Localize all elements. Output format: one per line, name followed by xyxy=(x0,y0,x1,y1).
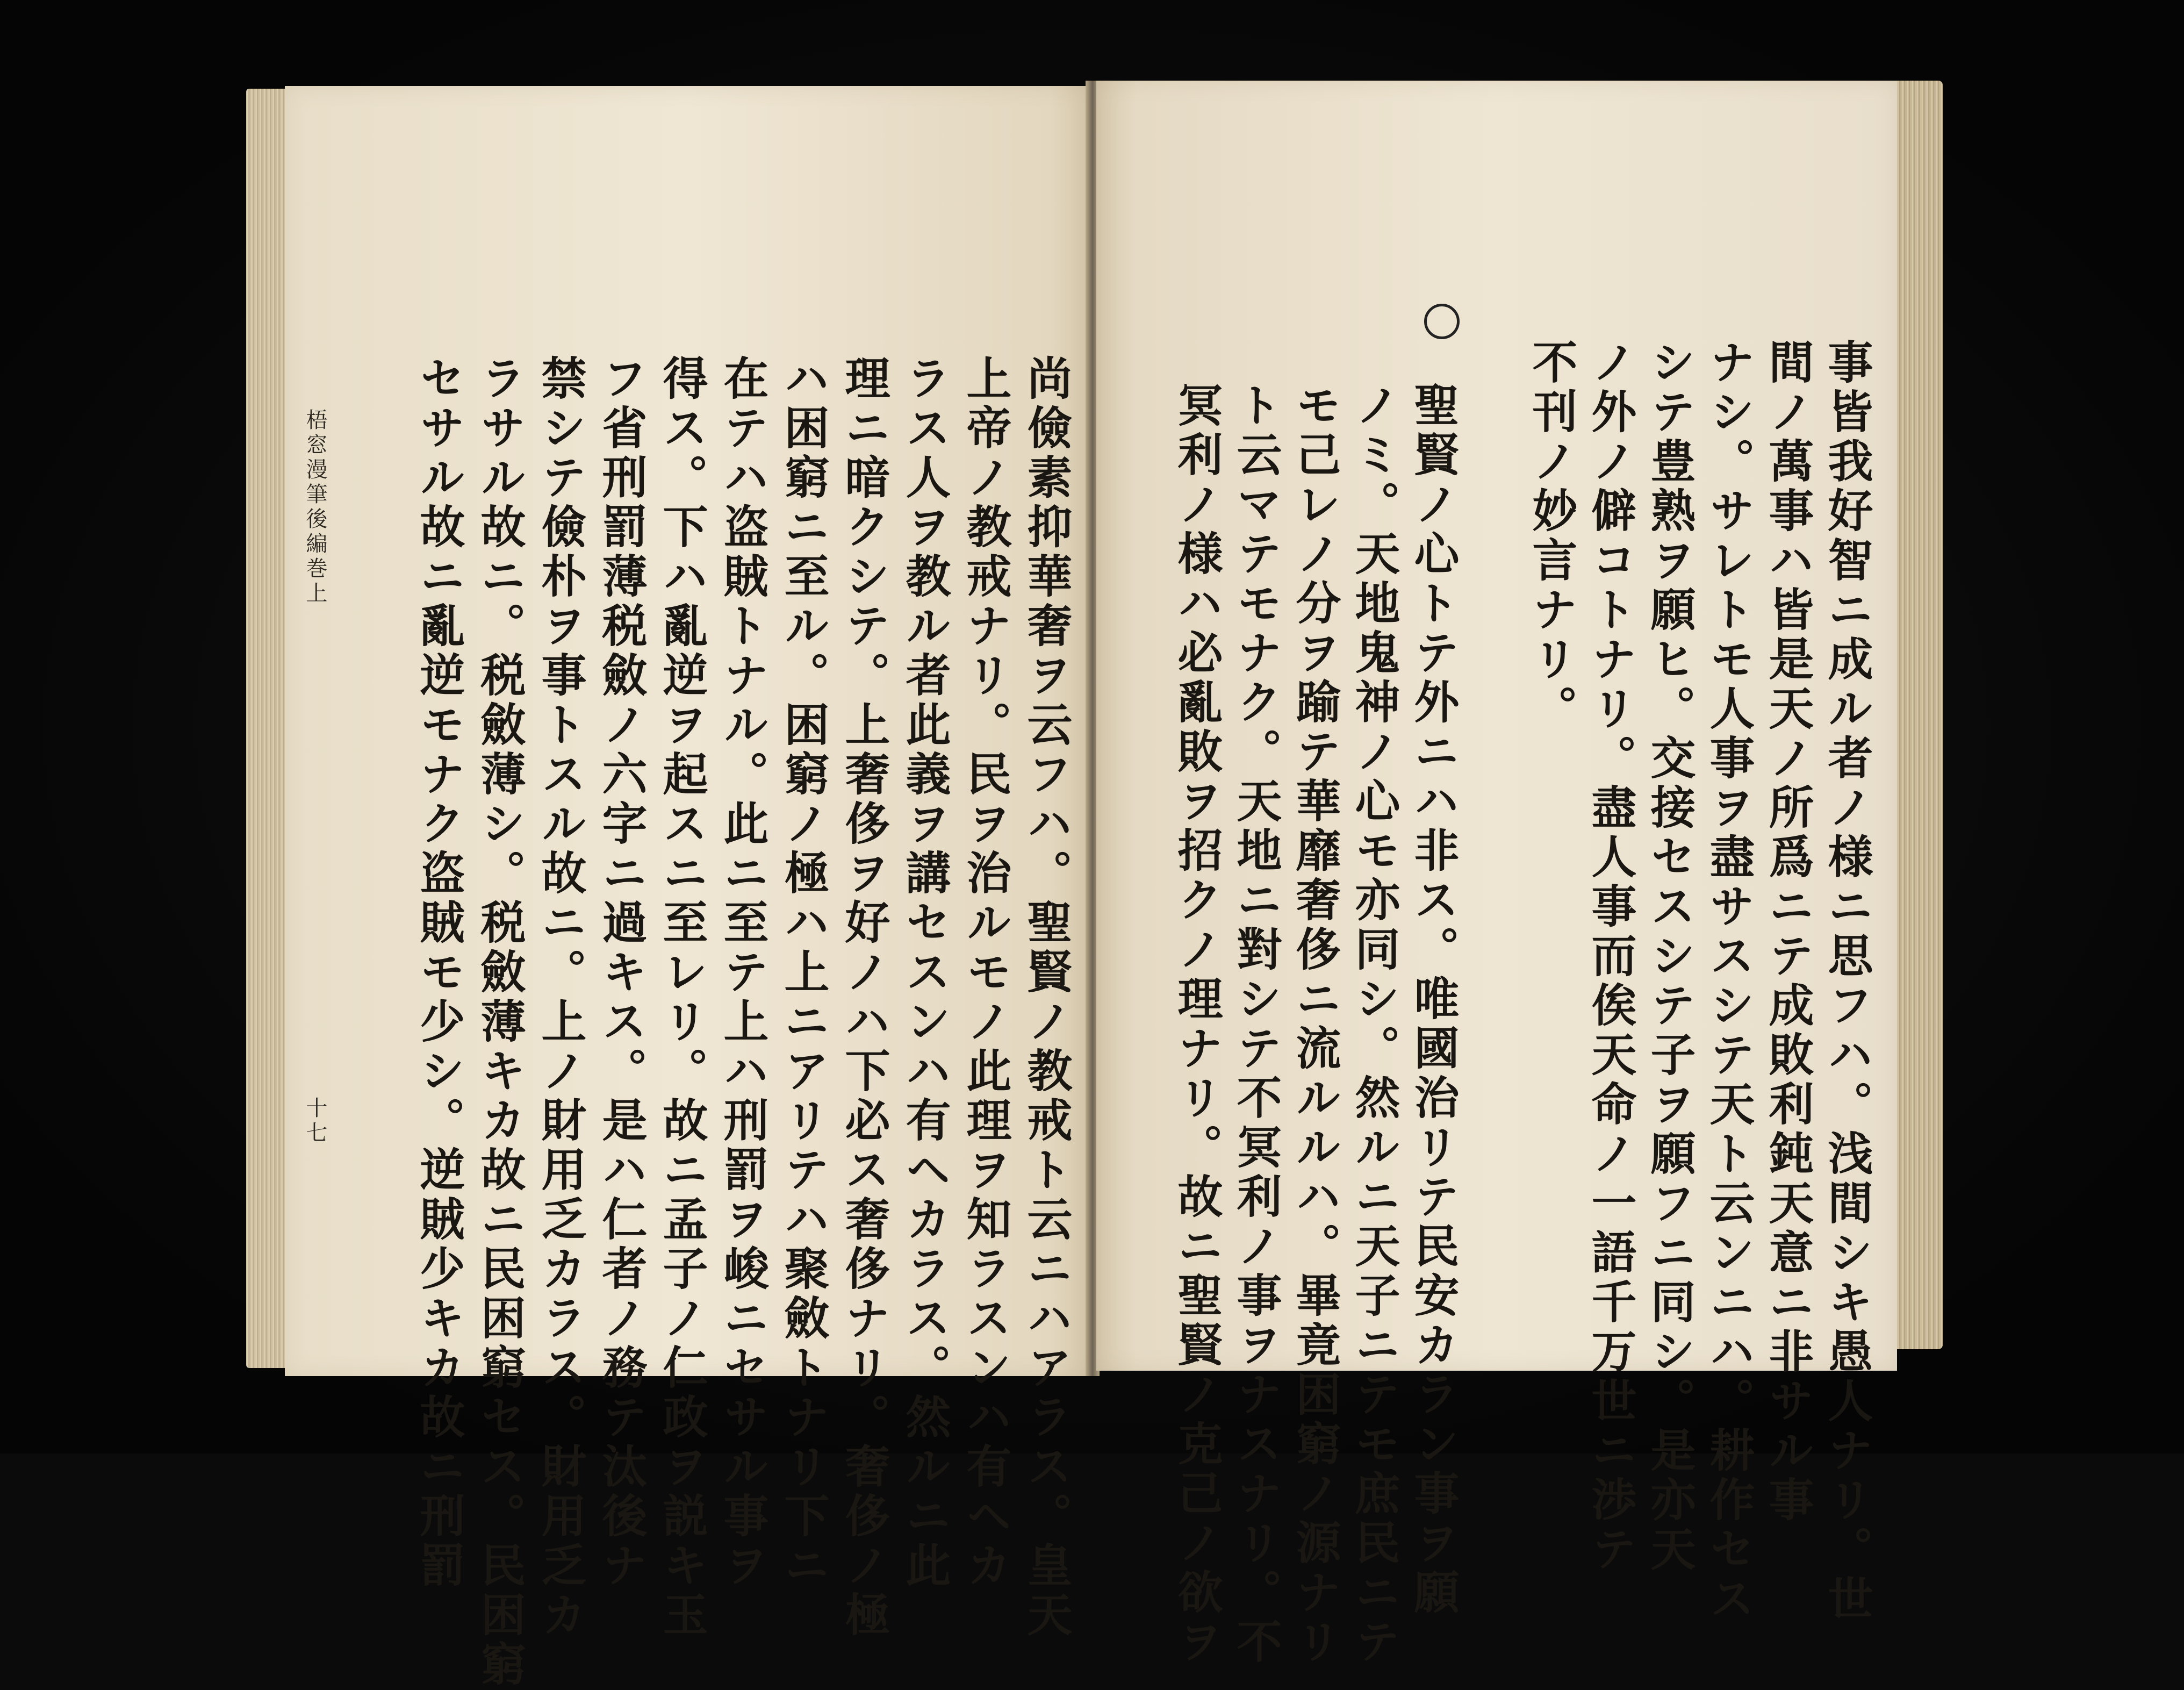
section-circle-mark xyxy=(1424,304,1460,339)
text-column: ノ外ノ僻コトナリ。盡人事而俟天命ノ一語千万世ニ渉テ xyxy=(1584,339,1637,1575)
text-column: ノミ。天地鬼神ノ心モ亦同シ。然ルニ天子ニテモ庶民ニテ xyxy=(1348,382,1401,1667)
right-page-stack-edge xyxy=(1892,81,1943,1349)
left-page xyxy=(285,86,1091,1690)
text-column: 在テハ盗賊トナル。此ニ至テ上ハ刑罰ヲ峻ニセサル事ヲ xyxy=(716,355,770,1591)
text-column: 尚儉素抑華奢ヲ云フハ。聖賢ノ教戒ト云ニハアラス。皇天 xyxy=(1020,355,1073,1641)
text-column: モ己レノ分ヲ踰テ華靡奢侈ニ流ルルハ。畢竟困窮ノ源ナリ xyxy=(1289,382,1342,1667)
text-column: 理ニ暗クシテ。上奢侈ヲ好ノハ下必ス奢侈ナリ。奢侈ノ極 xyxy=(838,355,891,1641)
text-column: フ省刑罰薄税斂ノ六字ニ過キス。是ハ仁者ノ務テ汰後ナ xyxy=(595,355,648,1591)
text-column: 禁シテ儉朴ヲ事トスル故ニ。上ノ財用乏カラス。財用乏カ xyxy=(534,355,587,1641)
book-title-footer: 梧窓漫筆後編巻上 xyxy=(303,409,327,606)
text-column: セサル故ニ亂逆モナク盗賊モ少シ。逆賊少キカ故ニ刑罰 xyxy=(413,355,466,1591)
text-column: ラサル故ニ。税斂薄シ。税斂薄キカ故ニ民困窮セス。民困窮 xyxy=(473,355,527,1690)
folio-number: 十七 xyxy=(303,1097,327,1146)
text-column: ト云マテモナク。天地ニ對シテ不冥利ノ事ヲナスナリ。不 xyxy=(1230,382,1283,1667)
left-page-stack-edge xyxy=(246,89,289,1368)
text-column: 間ノ萬事ハ皆是天ノ所爲ニテ成敗利鈍天意ニ非サル事 xyxy=(1762,339,1815,1526)
text-column: 上帝ノ教戒ナリ。民ヲ治ルモノ此理ヲ知ラスンハ有ヘカ xyxy=(959,355,1012,1591)
text-column: ナシ。サレトモ人事ヲ盡サスシテ天ト云ンニハ。耕作セス xyxy=(1702,339,1756,1624)
text-column: 聖賢ノ心トテ外ニハ非ス。唯國治リテ民安カラン事ヲ願 xyxy=(1407,382,1460,1618)
text-column: シテ豊熟ヲ願ヒ。交接セスシテ子ヲ願フニ同シ。是亦天 xyxy=(1643,339,1697,1575)
text-column: ハ困窮ニ至ル。困窮ノ極ハ上ニアリテハ聚斂トナリ下ニ xyxy=(777,355,830,1591)
text-column: 得ス。下ハ亂逆ヲ起スニ至レリ。故ニ孟子ノ仁政ヲ説キ玉 xyxy=(656,355,709,1641)
right-page xyxy=(1096,81,1897,1667)
text-column: 事皆我好智ニ成ル者ノ様ニ思フハ。浅間シキ愚人ナリ。世 xyxy=(1821,339,1874,1624)
text-column: 冥利ノ様ハ必亂敗ヲ招クノ理ナリ。故ニ聖賢ノ克己ノ欲ヲ xyxy=(1170,382,1224,1667)
text-column: ラス人ヲ教ル者此義ヲ講セスンハ有ヘカラス。然ルニ此 xyxy=(899,355,952,1591)
text-column: 不刊ノ妙言ナリ。 xyxy=(1525,339,1578,734)
